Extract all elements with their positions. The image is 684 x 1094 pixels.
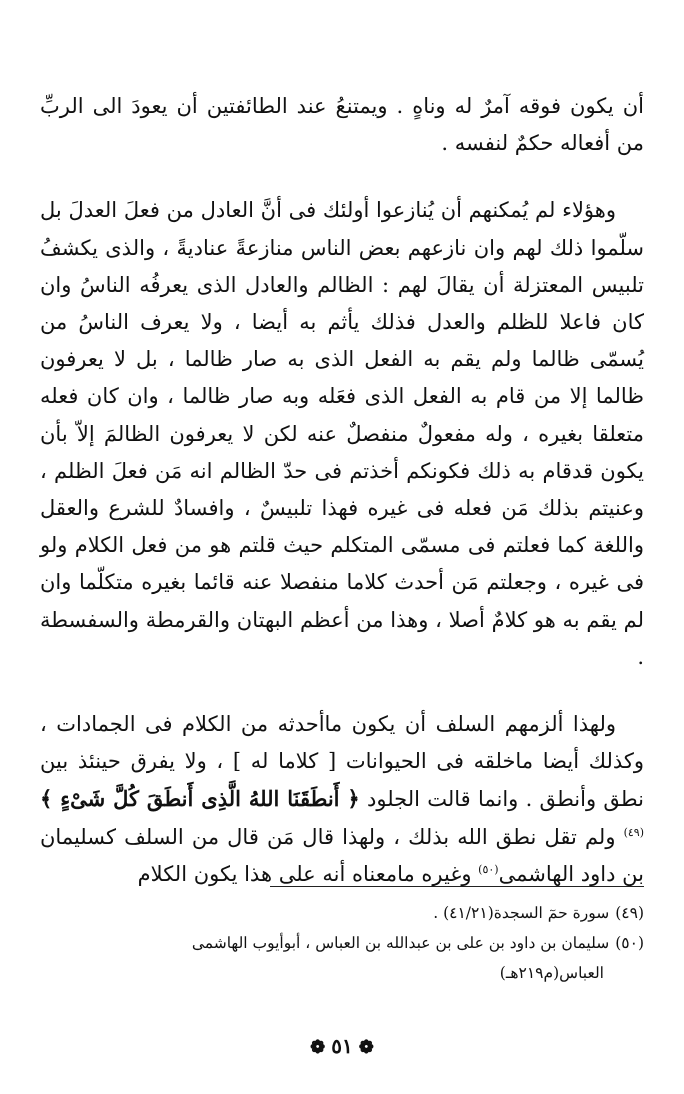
- footnote-ref-50: (٥٠): [478, 862, 499, 876]
- footnote-ref-49: (٤٩): [623, 825, 644, 839]
- paragraph-3-text-b: ولم تقل نطق الله بذلك ، ولهذا قال مَن قال من السلف كسليمان بن داود الهاشمى: [40, 824, 644, 886]
- ornament-icon: ❁: [358, 1037, 374, 1058]
- footnote-text: سورة حمٓ السجدة(٤١/٢١) .: [433, 904, 610, 922]
- paragraph-3: [40, 706, 644, 893]
- quran-quote: ﴿ أَنطَقَنَا اللهُ الَّذِى أَنطَقَ كُلَّ شَىْءٍ ﴾: [40, 786, 360, 812]
- page-number-value: ٥١: [331, 1034, 353, 1058]
- page-number: [0, 1034, 684, 1058]
- paragraph-3-text-a: ولهذا ألزمهم السلف أن يكون ماأحدثه من الكلام فى الجمادات ، وكذلك أيضا ماخلقه فى الحيوانات [ كلاما له ] ، ولا يفرق حينئذ بين نطق وأنطق . وانما قالت الجلود: [40, 712, 644, 812]
- footnote-50: [40, 928, 644, 958]
- footnote-text: سليمان بن داود بن على بن عبدالله بن العباس ، أبوأيوب الهاشمى: [191, 934, 610, 952]
- ornament-icon: ❁: [310, 1037, 326, 1058]
- footnotes: [40, 898, 644, 988]
- footnote-50-continuation: العباس(م٢١٩هـ): [499, 964, 604, 982]
- footnote-divider: [270, 886, 644, 887]
- footnote-number: (٤٩): [615, 904, 644, 922]
- paragraph-1: أن يكون فوقه آمرٌ له وناهٍ . ويمتنعُ عند الطائفتين أن يعودَ الى الربِّ من أفعاله حكمٌ لنفسه .: [40, 94, 644, 156]
- main-text: [40, 88, 644, 893]
- footnote-49: [40, 898, 644, 928]
- paragraph-2: وهؤلاء لم يُمكنهم أن يُنازعوا أولئك فى أنَّ العادل من فعلَ العدلَ بل سلّموا ذلك لهم وان نازعهم بعض الناس منازعةً عناديةً ، والذى يكشفُ تلبيس المعتزلة أن يقالَ لهم : الظالم والعادل الذى يعرفُه الناسُ وان كان فاعلا للظلم والعدل فذلك يأثم به أيضا ، ولا يعرف الناسُ من يُسمّى ظالما ولم يقم به الفعل الذى به صار ظالما ، بل لا يعرفون ظالما إلا من قام به الفعل الذى فعَله وبه صار ظالما ، وان كان فعله متعلقا بغيره ، وله مفعولٌ منفصلٌ عنه لكن لا يعرفون الظالمَ إلاّ بأن يكون قدقام به ذلك فكونكم أخذتم فى حدّ الظالم انه مَن فعلَ الظلم ، وعنيتم بذلك مَن فعله فى غيره فهذا تلبيسٌ ، وافسادٌ للشرع والعقل واللغة كما فعلتم فى مسمّى المتكلم حيث قلتم هو من فعل الكلام ولو فى غيره ، وجعلتم مَن أحدث كلاما منفصلا عنه قائما بغيره متكلّما وان لم يقم به هو كلامٌ أصلا ، وهذا من أعظم البهتان والقرمطة والسفسطة .: [40, 198, 644, 669]
- footnote-number: (٥٠): [615, 934, 644, 952]
- paragraph-3-text-c: وغيره مامعناه أنه على هذا يكون الكلام: [137, 861, 472, 886]
